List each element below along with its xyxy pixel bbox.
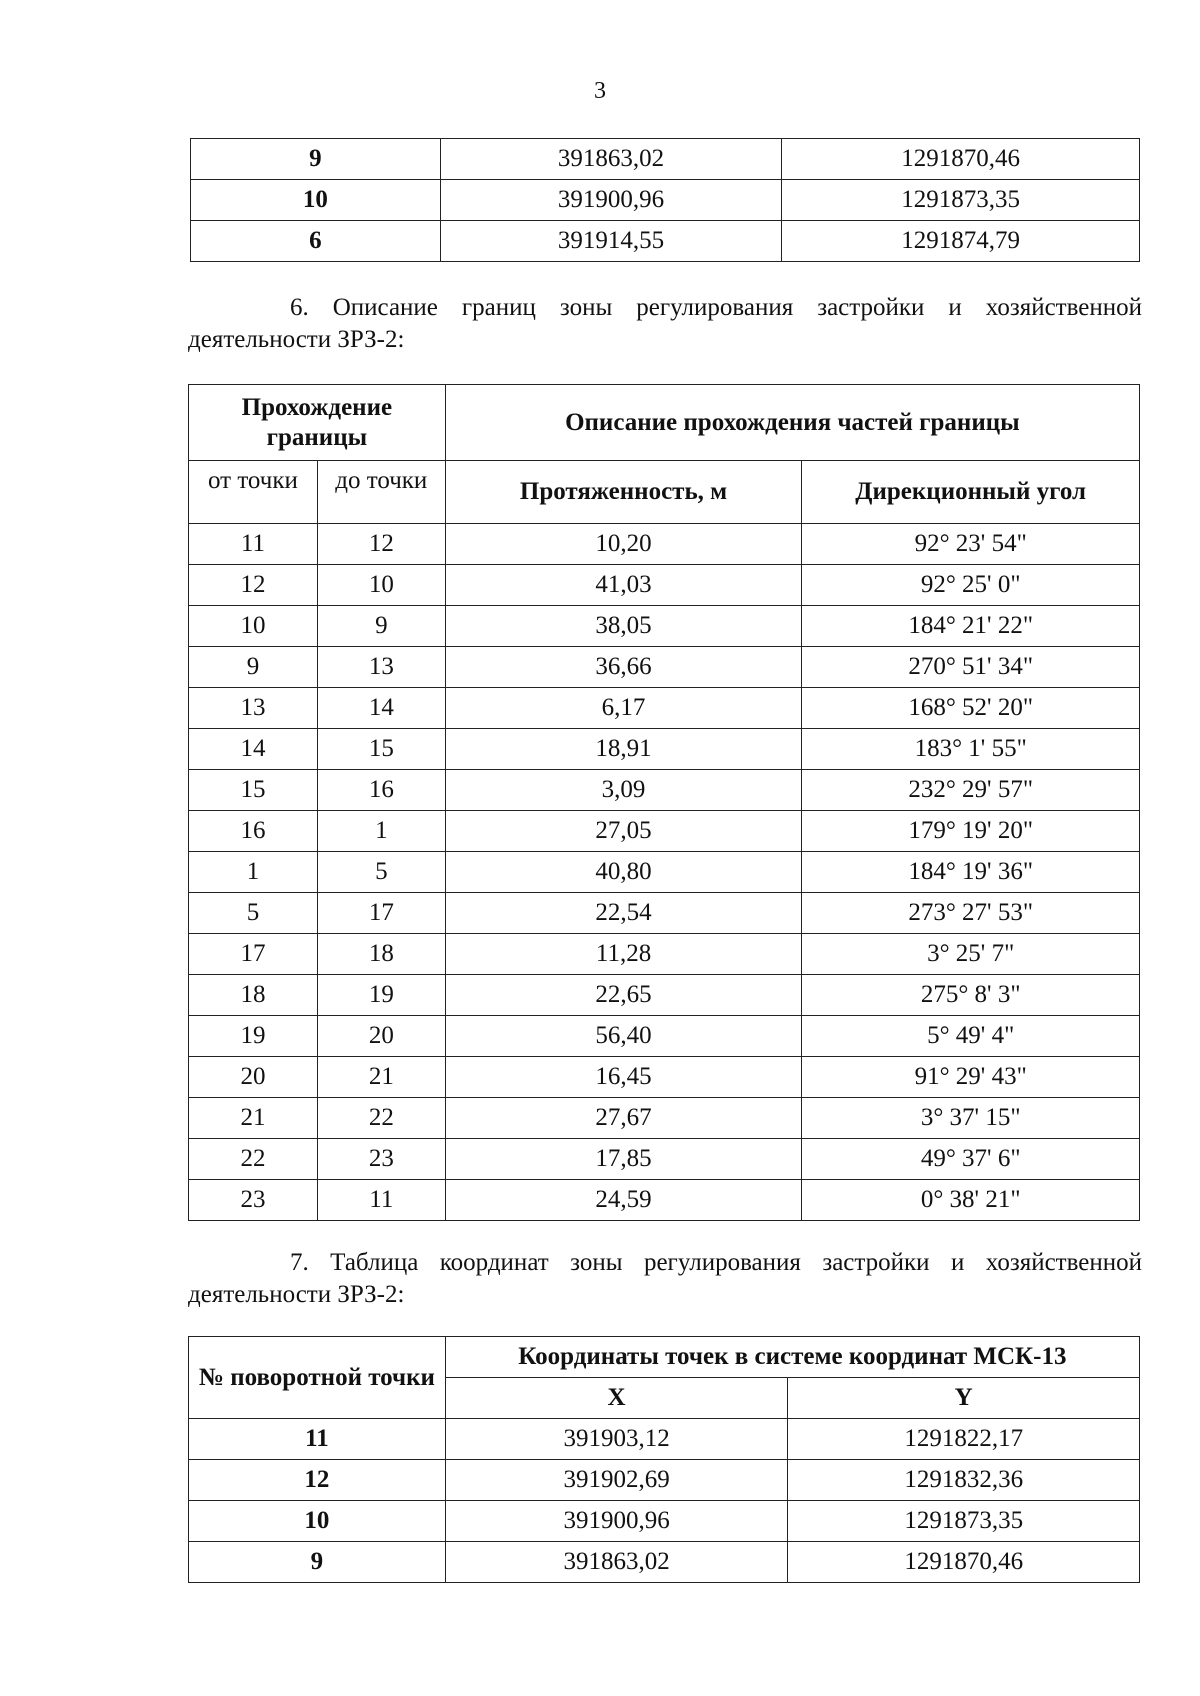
coordinates-table-continued xyxy=(190,138,1140,262)
to-point: 10 xyxy=(317,565,445,606)
to-point: 11 xyxy=(317,1180,445,1221)
table-row xyxy=(189,1419,1140,1460)
x-value: 391900,96 xyxy=(440,180,782,221)
y-value: 1291873,35 xyxy=(788,1501,1140,1542)
section-7-text: 7. Таблица координат зоны регулирования застройки и хозяйственной деятельности ЗРЗ-2: xyxy=(188,1249,1142,1308)
length-value: 36,66 xyxy=(445,647,802,688)
y-value: 1291870,46 xyxy=(782,139,1140,180)
from-point: 1 xyxy=(189,852,318,893)
point-number: 6 xyxy=(191,221,441,262)
length-value: 3,09 xyxy=(445,770,802,811)
angle-value: 184° 19' 36" xyxy=(802,852,1140,893)
point-number: 12 xyxy=(189,1460,446,1501)
length-value: 11,28 xyxy=(445,934,802,975)
section-6-text: 6. Описание границ зоны регулирования застройки и хозяйственной деятельности ЗРЗ-2: xyxy=(188,294,1142,353)
y-value: 1291874,79 xyxy=(782,221,1140,262)
angle-value: 275° 8' 3" xyxy=(802,975,1140,1016)
table-row xyxy=(189,1501,1140,1542)
to-point: 9 xyxy=(317,606,445,647)
header-from: от точки xyxy=(189,461,318,524)
point-number: 10 xyxy=(189,1501,446,1542)
table-row xyxy=(189,770,1140,811)
from-point: 15 xyxy=(189,770,318,811)
angle-value: 3° 37' 15" xyxy=(802,1098,1140,1139)
table-row xyxy=(189,811,1140,852)
section-6-heading xyxy=(188,292,1142,356)
length-value: 22,65 xyxy=(445,975,802,1016)
angle-value: 5° 49' 4" xyxy=(802,1016,1140,1057)
angle-value: 179° 19' 20" xyxy=(802,811,1140,852)
from-point: 11 xyxy=(189,524,318,565)
x-value: 391914,55 xyxy=(440,221,782,262)
y-value: 1291822,17 xyxy=(788,1419,1140,1460)
table-row xyxy=(189,1180,1140,1221)
to-point: 21 xyxy=(317,1057,445,1098)
angle-value: 184° 21' 22" xyxy=(802,606,1140,647)
from-point: 21 xyxy=(189,1098,318,1139)
to-point: 13 xyxy=(317,647,445,688)
to-point: 16 xyxy=(317,770,445,811)
x-value: 391863,02 xyxy=(445,1542,788,1583)
table-row xyxy=(189,852,1140,893)
from-point: 16 xyxy=(189,811,318,852)
y-value: 1291873,35 xyxy=(782,180,1140,221)
to-point: 5 xyxy=(317,852,445,893)
length-value: 22,54 xyxy=(445,893,802,934)
header-passage: Прохождение границы xyxy=(189,385,446,461)
length-value: 16,45 xyxy=(445,1057,802,1098)
angle-value: 92° 25' 0" xyxy=(802,565,1140,606)
length-value: 41,03 xyxy=(445,565,802,606)
page-number: 3 xyxy=(594,78,606,104)
to-point: 23 xyxy=(317,1139,445,1180)
table-row xyxy=(191,221,1140,262)
angle-value: 168° 52' 20" xyxy=(802,688,1140,729)
angle-value: 91° 29' 43" xyxy=(802,1057,1140,1098)
point-number: 9 xyxy=(189,1542,446,1583)
angle-value: 273° 27' 53" xyxy=(802,893,1140,934)
length-value: 6,17 xyxy=(445,688,802,729)
x-value: 391903,12 xyxy=(445,1419,788,1460)
angle-value: 270° 51' 34" xyxy=(802,647,1140,688)
table-row xyxy=(189,975,1140,1016)
angle-value: 49° 37' 6" xyxy=(802,1139,1140,1180)
angle-value: 92° 23' 54" xyxy=(802,524,1140,565)
point-number: 11 xyxy=(189,1419,446,1460)
table-row xyxy=(189,565,1140,606)
x-value: 391863,02 xyxy=(440,139,782,180)
table-row xyxy=(189,934,1140,975)
point-number: 10 xyxy=(191,180,441,221)
table-row xyxy=(191,180,1140,221)
length-value: 17,85 xyxy=(445,1139,802,1180)
length-value: 10,20 xyxy=(445,524,802,565)
table-row xyxy=(189,1139,1140,1180)
to-point: 17 xyxy=(317,893,445,934)
header-point: № поворотной точки xyxy=(189,1337,446,1419)
from-point: 17 xyxy=(189,934,318,975)
length-value: 56,40 xyxy=(445,1016,802,1057)
table-row xyxy=(189,688,1140,729)
length-value: 27,67 xyxy=(445,1098,802,1139)
x-value: 391900,96 xyxy=(445,1501,788,1542)
table-row xyxy=(189,1057,1140,1098)
to-point: 15 xyxy=(317,729,445,770)
to-point: 22 xyxy=(317,1098,445,1139)
x-value: 391902,69 xyxy=(445,1460,788,1501)
table-row xyxy=(189,647,1140,688)
from-point: 14 xyxy=(189,729,318,770)
y-value: 1291870,46 xyxy=(788,1542,1140,1583)
table-row xyxy=(189,893,1140,934)
from-point: 5 xyxy=(189,893,318,934)
from-point: 22 xyxy=(189,1139,318,1180)
angle-value: 3° 25' 7" xyxy=(802,934,1140,975)
header-to: до точки xyxy=(317,461,445,524)
zone-coordinates-table xyxy=(188,1336,1140,1583)
table-row xyxy=(189,729,1140,770)
length-value: 24,59 xyxy=(445,1180,802,1221)
from-point: 20 xyxy=(189,1057,318,1098)
to-point: 18 xyxy=(317,934,445,975)
length-value: 27,05 xyxy=(445,811,802,852)
table-row xyxy=(189,606,1140,647)
angle-value: 183° 1' 55" xyxy=(802,729,1140,770)
to-point: 14 xyxy=(317,688,445,729)
header-description: Описание прохождения частей границы xyxy=(445,385,1139,461)
from-point: 9 xyxy=(189,647,318,688)
table-row xyxy=(189,1542,1140,1583)
header-length: Протяженность, м xyxy=(445,461,802,524)
angle-value: 0° 38' 21" xyxy=(802,1180,1140,1221)
y-value: 1291832,36 xyxy=(788,1460,1140,1501)
header-angle: Дирекционный угол xyxy=(802,461,1140,524)
to-point: 12 xyxy=(317,524,445,565)
to-point: 19 xyxy=(317,975,445,1016)
point-number: 9 xyxy=(191,139,441,180)
table-row xyxy=(189,1460,1140,1501)
length-value: 18,91 xyxy=(445,729,802,770)
from-point: 13 xyxy=(189,688,318,729)
table-row xyxy=(189,1098,1140,1139)
header-x: X xyxy=(445,1378,788,1419)
to-point: 1 xyxy=(317,811,445,852)
length-value: 38,05 xyxy=(445,606,802,647)
section-7-heading xyxy=(188,1247,1142,1311)
angle-value: 232° 29' 57" xyxy=(802,770,1140,811)
from-point: 23 xyxy=(189,1180,318,1221)
table-row xyxy=(189,524,1140,565)
header-y: Y xyxy=(788,1378,1140,1419)
length-value: 40,80 xyxy=(445,852,802,893)
header-coords: Координаты точек в системе координат МСК-13 xyxy=(445,1337,1139,1378)
from-point: 10 xyxy=(189,606,318,647)
table-row xyxy=(191,139,1140,180)
table-row xyxy=(189,1016,1140,1057)
from-point: 18 xyxy=(189,975,318,1016)
boundary-description-table xyxy=(188,384,1140,1221)
from-point: 19 xyxy=(189,1016,318,1057)
from-point: 12 xyxy=(189,565,318,606)
to-point: 20 xyxy=(317,1016,445,1057)
